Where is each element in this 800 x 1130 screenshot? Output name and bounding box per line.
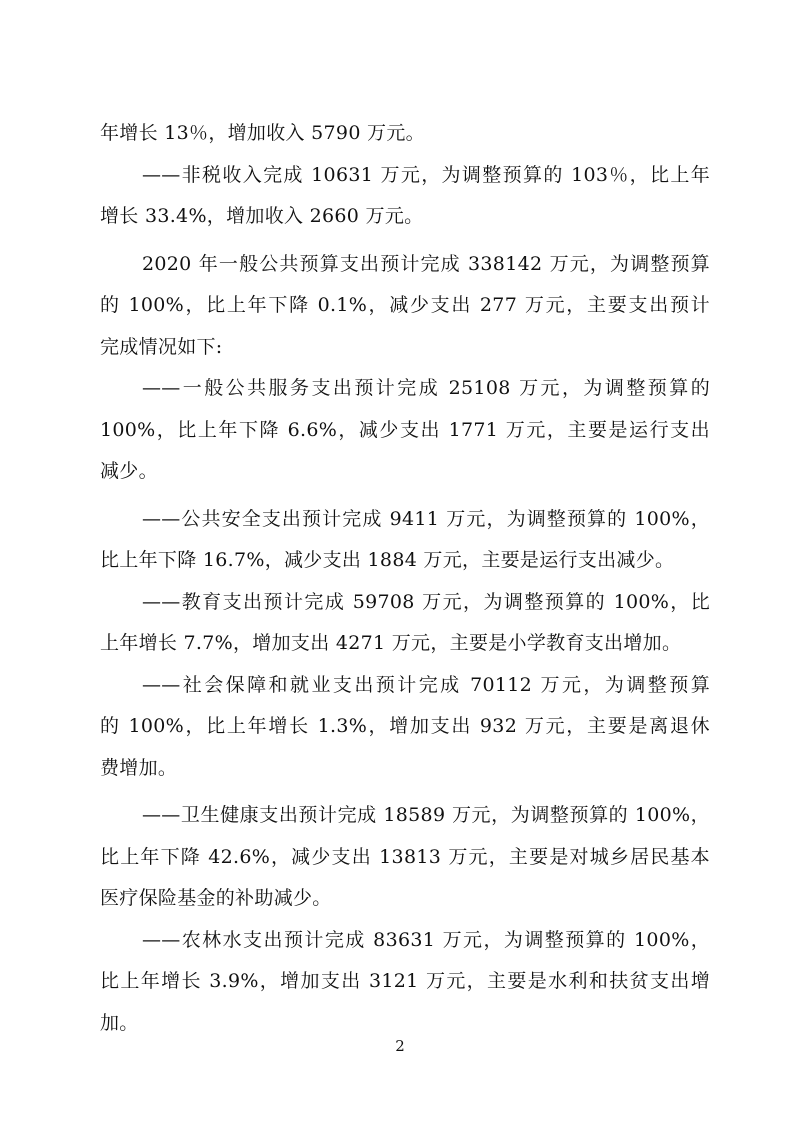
body-text xyxy=(100,113,710,1044)
text-line: 完成情况如下: xyxy=(100,335,223,358)
text-line: 加。 xyxy=(100,1011,139,1034)
text-line: 上年增长 7.7%，增加支出 4271 万元，主要是小学教育支出增加。 xyxy=(100,632,682,654)
text-line: ——一般公共服务支出预计完成 25108 万元，为调整预算的 xyxy=(142,377,710,399)
text-line: 100%，比上年下降 6.6%，减少支出 1771 万元，主要是运行支出 xyxy=(100,418,710,441)
page-number: 2 xyxy=(395,1037,405,1055)
text-line: ——社会保障和就业支出预计完成 70112 万元，为调整预算 xyxy=(142,673,710,696)
text-line: 比上年下降 42.6%，减少支出 13813 万元，主要是对城乡居民基本 xyxy=(100,845,710,868)
text-line: 比上年增长 3.9%，增加支出 3121 万元，主要是水利和扶贫支出增 xyxy=(100,970,710,992)
text-line: ——卫生健康支出预计完成 18589 万元，为调整预算的 100%， xyxy=(142,804,710,826)
text-line: 医疗保险基金的补助减少。 xyxy=(100,887,332,909)
text-line: 年增长 13％，增加收入 5790 万元。 xyxy=(100,122,425,144)
text-line: 费增加。 xyxy=(100,756,178,779)
text-line: 的 100%，比上年下降 0.1%，减少支出 277 万元，主要支出预计 xyxy=(100,294,710,316)
text-line: 2020 年一般公共预算支出预计完成 338142 万元，为调整预算 xyxy=(142,252,710,275)
text-line: ——农林水支出预计完成 83631 万元，为调整预算的 100%， xyxy=(142,928,710,951)
text-line: ——公共安全支出预计完成 9411 万元，为调整预算的 100%， xyxy=(142,507,710,530)
text-line: 的 100%，比上年增长 1.3%，增加支出 932 万元，主要是离退休 xyxy=(100,715,710,737)
text-line: 增长 33.4%，增加收入 2660 万元。 xyxy=(100,205,424,227)
text-line: ——教育支出预计完成 59708 万元，为调整预算的 100%，比 xyxy=(142,590,710,613)
text-line: 比上年下降 16.7%，减少支出 1884 万元，主要是运行支出减少。 xyxy=(100,549,675,571)
text-line: 减少。 xyxy=(100,460,158,482)
text-line: ——非税收入完成 10631 万元，为调整预算的 103％，比上年 xyxy=(142,163,710,186)
